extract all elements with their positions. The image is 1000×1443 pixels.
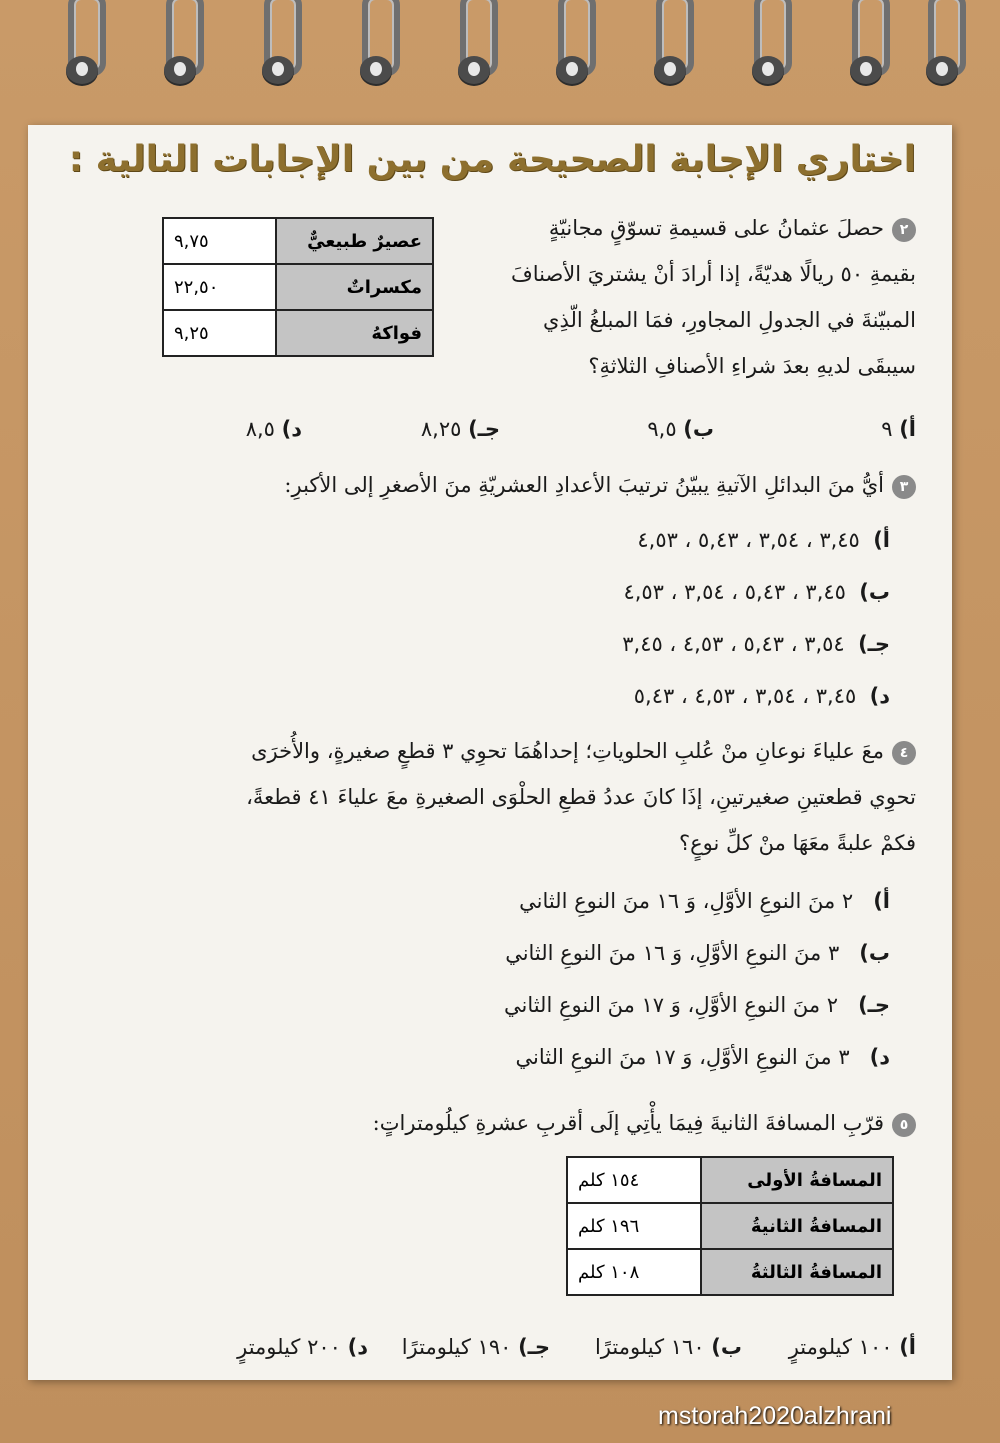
author-watermark: mstorah2020alzhrani bbox=[658, 1402, 892, 1430]
answer-option[interactable]: د) ٨,٥ bbox=[245, 417, 302, 441]
distance-value: ١٠٨ كلم bbox=[567, 1249, 701, 1295]
answer-option[interactable]: جـ) ٢ منَ النوعِ الأوَّلِ، وَ ١٧ منَ النوعِ الثاني bbox=[503, 993, 890, 1017]
question-number-badge: ٢ bbox=[892, 218, 916, 242]
distance-value: ١٥٤ كلم bbox=[567, 1157, 701, 1203]
worksheet-page bbox=[28, 125, 952, 1380]
prices-table bbox=[162, 217, 434, 357]
question-4-line-3: فكمْ علبةً معَهَا منْ كلِّ نوعٍ؟ bbox=[678, 831, 916, 855]
answer-option[interactable]: ب) ٩,٥ bbox=[647, 417, 714, 441]
binding-ring-icon bbox=[550, 0, 594, 95]
item-price: ٩,٧٥ bbox=[163, 218, 276, 264]
question-4-line-1: ٤معَ علياءَ نوعانِ منْ عُلبِ الحلوياتِ؛ إحداهُمَا تحوِي ٣ قطعٍ صغيرةٍ، والأُخرَى bbox=[56, 728, 916, 774]
binding-ring-icon bbox=[452, 0, 496, 95]
item-name: فواكهُ bbox=[276, 310, 433, 356]
item-price: ٢٢,٥٠ bbox=[163, 264, 276, 310]
question-2-line-1: ٢حصلَ عثمانُ على قسيمةِ تسوّقٍ مجانيّةٍ bbox=[436, 205, 916, 251]
table-row bbox=[163, 264, 433, 310]
binding-ring-icon bbox=[648, 0, 692, 95]
distance-name: المسافةُ الثالثةُ bbox=[701, 1249, 893, 1295]
answer-option[interactable]: د) ٣,٤٥ ، ٣,٥٤ ، ٤,٥٣ ، ٥,٤٣ bbox=[633, 684, 890, 708]
binding-ring-icon bbox=[844, 0, 888, 95]
answer-option[interactable]: أ) ٩ bbox=[881, 417, 916, 441]
table-row bbox=[567, 1249, 893, 1295]
binding-ring-icon bbox=[354, 0, 398, 95]
answer-option[interactable]: أ) ١٠٠ كيلومترٍ bbox=[788, 1335, 916, 1359]
answer-option[interactable]: جـ) ٣,٥٤ ، ٥,٤٣ ، ٤,٥٣ ، ٣,٤٥ bbox=[622, 632, 890, 656]
item-name: عصيرٌ طبيعيٌّ bbox=[276, 218, 433, 264]
distance-value: ١٩٦ كلم bbox=[567, 1203, 701, 1249]
answer-option[interactable]: د) ٣ منَ النوعِ الأوَّلِ، وَ ١٧ منَ النوعِ الثاني bbox=[515, 1045, 890, 1069]
table-row bbox=[567, 1157, 893, 1203]
table-row bbox=[163, 218, 433, 264]
answer-option[interactable]: جـ) ١٩٠ كيلومترًا bbox=[401, 1335, 550, 1359]
binding-ring-icon bbox=[256, 0, 300, 95]
distances-table bbox=[566, 1156, 894, 1296]
answer-option[interactable]: ب) ٣,٤٥ ، ٥,٤٣ ، ٣,٥٤ ، ٤,٥٣ bbox=[623, 580, 890, 604]
table-row bbox=[163, 310, 433, 356]
binding-ring-icon bbox=[158, 0, 202, 95]
table-row bbox=[567, 1203, 893, 1249]
answer-option[interactable]: ب) ١٦٠ كيلومترًا bbox=[594, 1335, 742, 1359]
page-title: اختاري الإجابة الصحيحة من بين الإجابات التالية : bbox=[68, 139, 916, 180]
binding-ring-icon bbox=[920, 0, 964, 95]
binding-ring-icon bbox=[60, 0, 104, 95]
distance-name: المسافةُ الثانيةُ bbox=[701, 1203, 893, 1249]
question-3: ٣أيُّ منَ البدائلِ الآتيةِ يبيّنُ ترتيبَ الأعدادِ العشريّةِ منَ الأصغرِ إلى الأكبرِ: bbox=[56, 462, 916, 508]
question-number-badge: ٤ bbox=[892, 741, 916, 765]
item-price: ٩,٢٥ bbox=[163, 310, 276, 356]
binding-ring-icon bbox=[746, 0, 790, 95]
distance-name: المسافةُ الأولى bbox=[701, 1157, 893, 1203]
question-4 bbox=[56, 728, 916, 866]
answer-option[interactable]: د) ٢٠٠ كيلومترٍ bbox=[237, 1335, 368, 1359]
question-number-badge: ٣ bbox=[892, 475, 916, 499]
question-number-badge: ٥ bbox=[892, 1113, 916, 1137]
answer-option[interactable]: أ) ٣,٤٥ ، ٣,٥٤ ، ٥,٤٣ ، ٤,٥٣ bbox=[637, 528, 890, 552]
question-4-line-2: تحوِي قطعتينِ صغيرتينِ، إذَا كانَ عددُ قطعِ الحلْوَى الصغيرةِ معَ علياءَ ٤١ قطعةً، bbox=[246, 785, 916, 809]
spiral-binding bbox=[60, 0, 960, 95]
answer-option[interactable]: أ) ٢ منَ النوعِ الأوَّلِ، وَ ١٦ منَ النوعِ الثاني bbox=[519, 889, 890, 913]
answer-option[interactable]: ب) ٣ منَ النوعِ الأوَّلِ، وَ ١٦ منَ النوعِ الثاني bbox=[505, 941, 890, 965]
question-5: ٥قرّبِ المسافةَ الثانيةَ فِيمَا يأْتِي إلَى أقربِ عشرةِ كيلُومتراتٍ: bbox=[56, 1100, 916, 1146]
question-2-line-2: بقيمةِ ٥٠ ريالًا هديّةً، إذا أرادَ أنْ يشتريَ الأصنافَ bbox=[510, 262, 916, 286]
answer-option[interactable]: جـ) ٨,٢٥ bbox=[420, 417, 500, 441]
question-2-line-4: سيبقَى لديهِ بعدَ شراءِ الأصنافِ الثلاثةِ؟ bbox=[588, 354, 916, 378]
question-2-line-3: المبيّنةَ في الجدولِ المجاورِ، فمَا المبلغُ الّذِي bbox=[543, 308, 916, 332]
question-2 bbox=[436, 205, 916, 389]
item-name: مكسراتٌ bbox=[276, 264, 433, 310]
